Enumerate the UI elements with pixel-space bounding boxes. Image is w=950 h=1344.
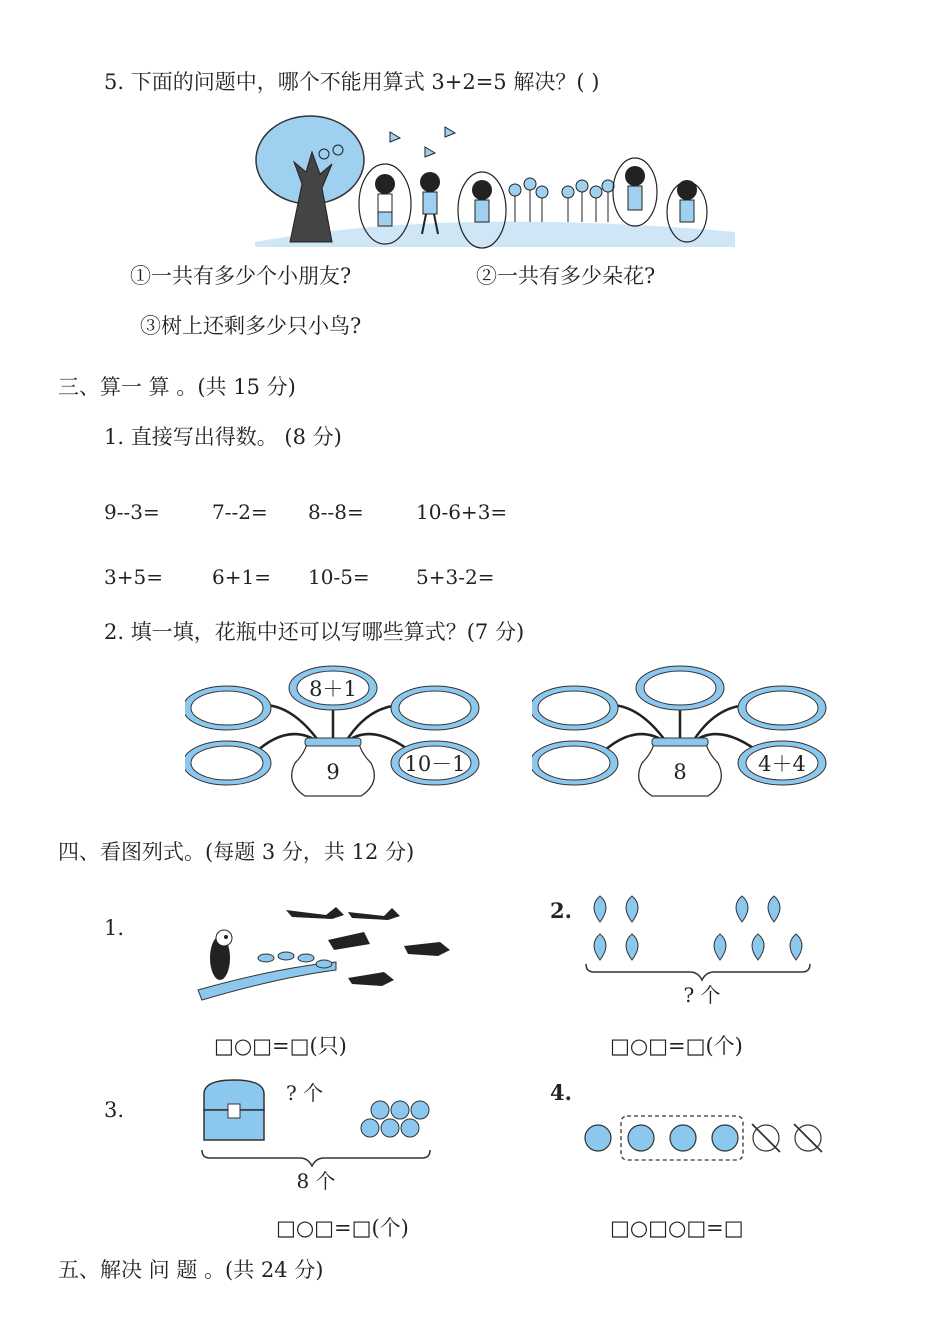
p3-number: 3.	[104, 1098, 125, 1122]
ball-icon	[361, 1101, 429, 1137]
flower-blank	[391, 686, 479, 730]
calc-item: 6+1=	[212, 565, 271, 589]
vase-figure-2	[532, 658, 832, 803]
crossed-circle-icon	[752, 1124, 822, 1152]
child-icon	[613, 158, 657, 226]
birds-figure	[196, 890, 476, 1008]
flower-right-label: 10－1	[404, 752, 466, 776]
p2-label: ? 个	[683, 983, 721, 1007]
calc-item: 7--2=	[212, 500, 268, 524]
flower-blank	[636, 666, 724, 710]
p1-formula: □○□=□(只)	[214, 1034, 347, 1058]
peaches-figure	[582, 892, 822, 1010]
q5-option-1: ①一共有多少个小朋友?	[130, 264, 352, 288]
section-5-title: 五、解决 问 题 。(共 24 分)	[58, 1258, 324, 1282]
flying-bird-icon	[390, 127, 455, 157]
tree-icon	[256, 116, 364, 242]
p4-number: 4.	[550, 1080, 572, 1105]
q5-option-2: ②一共有多少朵花?	[476, 264, 656, 288]
calc-item: 9--3=	[104, 500, 160, 524]
calc-item: 10-5=	[308, 565, 370, 589]
q5-question: 5. 下面的问题中，哪个不能用算式 3+2=5 解决？( )	[104, 70, 600, 94]
calc-item: 3+5=	[104, 565, 163, 589]
section-3-title: 三、算一 算 。(共 15 分)	[58, 375, 296, 399]
flower-blank	[185, 741, 271, 785]
calc-item: 10-6+3=	[416, 500, 508, 524]
p1-number: 1.	[104, 916, 125, 940]
peach-icon	[594, 896, 802, 960]
p3-formula: □○□=□(个)	[276, 1216, 409, 1240]
brace	[586, 964, 810, 980]
p3-label-bottom: 8 个	[296, 1169, 336, 1193]
circle-icon	[585, 1125, 738, 1151]
flower-blank	[532, 741, 618, 785]
p2-number: 2.	[550, 898, 572, 923]
brace	[202, 1150, 430, 1166]
vase-figure-1	[185, 658, 485, 803]
leaf-icon	[258, 952, 332, 968]
flower-right-label: 4＋4	[758, 752, 806, 776]
flower-icon	[509, 178, 614, 222]
flower-blank	[532, 686, 618, 730]
p4-formula: □○□○□=□	[610, 1216, 744, 1240]
flower-blank	[738, 686, 826, 730]
q5-option-3: ③树上还剩多少只小鸟?	[140, 314, 362, 338]
sec3-q1-title: 1. 直接写出得数。 (8 分)	[104, 425, 342, 449]
flower-blank	[185, 686, 271, 730]
p3-label-top: ? 个	[286, 1081, 324, 1105]
sec3-q2-title: 2. 填一填，花瓶中还可以写哪些算式？(7 分)	[104, 620, 525, 644]
q5-illustration	[250, 112, 740, 252]
p2-formula: □○□=□(个)	[610, 1034, 743, 1058]
flower-top-label: 8＋1	[309, 677, 357, 701]
calc-item: 5+3-2=	[416, 565, 495, 589]
vase-number: 9	[326, 760, 340, 784]
circles-figure	[580, 1112, 830, 1168]
section-4-title: 四、看图列式。(每题 3 分，共 12 分)	[58, 840, 415, 864]
calc-item: 8--8=	[308, 500, 364, 524]
perched-bird-icon	[210, 930, 232, 980]
treasure-chest-icon	[204, 1080, 264, 1140]
chest-figure	[186, 1072, 436, 1194]
vase-number: 8	[673, 760, 687, 784]
